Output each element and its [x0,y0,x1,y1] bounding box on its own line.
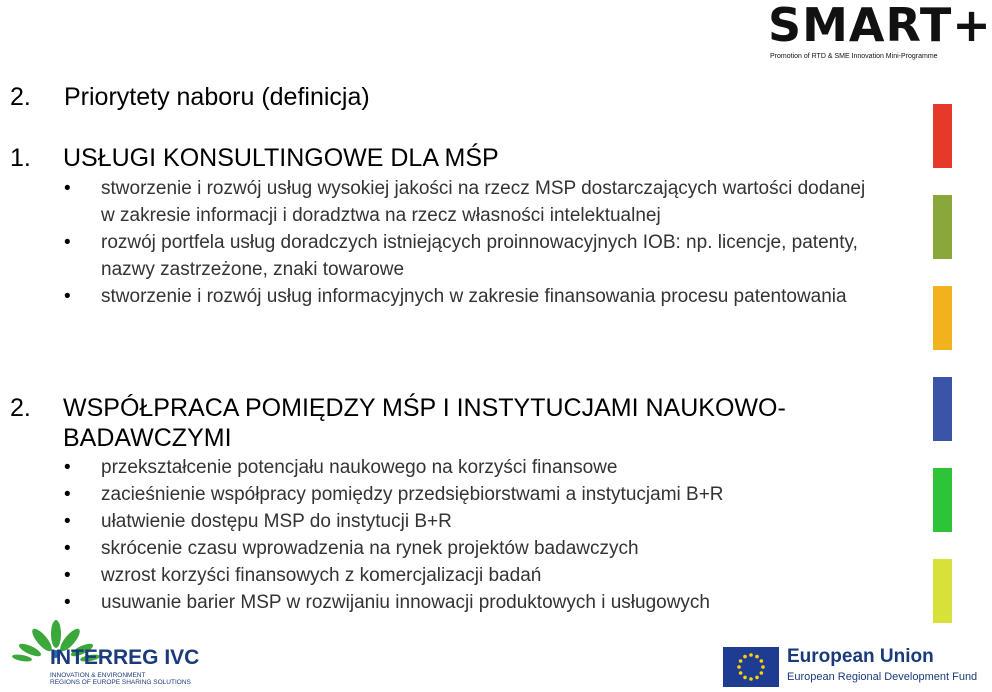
list-item-text: zacieśnienie współpracy pomiędzy przedsiębiorstwami a instytucjami B+R [101,484,724,505]
bullet-icon: • [64,178,71,199]
bullet-icon: • [64,484,71,505]
section-1-number: 1. [10,144,31,172]
side-bar [933,104,952,168]
eu-subtitle: European Regional Development Fund [787,671,978,683]
bullet-icon: • [64,232,71,253]
eu-star-icon [755,655,759,659]
list-item-text: stworzenie i rozwój usług wysokiej jakości na rzecz MSP dostarczających wartości dodanej w zakresie informacji i doradztwa na rzecz własności intelektualnej [101,178,866,226]
eu-flag-icon [723,647,779,687]
interreg-subtitle-line-2: REGIONS OF EUROPE SHARING SOLUTIONS [50,679,191,686]
eu-star-icon [755,676,759,680]
eu-star-icon [760,659,764,663]
list-item-text: ułatwienie dostępu MSP do instytucji B+R [101,511,452,532]
eu-star-icon [739,671,743,675]
list-item-text: skrócenie czasu wprowadzenia na rynek projektów badawczych [101,538,639,559]
eu-star-icon [749,677,753,681]
section-1-title: USŁUGI KONSULTINGOWE DLA MŚP [63,144,499,172]
smart-plus-logo [766,0,992,64]
list-item-text: wzrost korzyści finansowych z komercjalizacji badań [101,565,542,586]
bullet-icon: • [64,592,71,613]
eu-star-icon [737,665,741,669]
side-bar [933,286,952,350]
list-item [0,283,960,310]
section-2-title-line-2: BADAWCZYMI [63,424,232,452]
list-item-text: usuwanie barier MSP w rozwijaniu innowacji produktowych i usługowych [101,592,710,613]
european-union-logo [723,645,978,689]
bullet-icon: • [64,565,71,586]
smart-plus-tagline: Promotion of RTD & SME Innovation Mini-Programme [770,53,938,60]
eu-name: European Union [787,646,934,667]
list-item [0,175,960,229]
interreg-subtitle [50,672,191,686]
list-item [0,508,814,535]
list-item-text: przekształcenie potencjału naukowego na korzyści finansowe [101,457,618,478]
eu-star-icon [761,665,765,669]
bullet-icon: • [64,457,71,478]
list-item [0,535,814,562]
smart-plus-wordmark: SMART+ [768,0,992,52]
interreg-logo [8,612,238,690]
list-item-text: stworzenie i rozwój usług informacyjnych w zakresie finansowania procesu patentowania [101,286,847,307]
list-item [0,562,814,589]
slide-title [10,80,370,114]
slide-title-text: Priorytety naboru (definicja) [64,83,370,111]
eu-star-icon [739,659,743,663]
eu-star-icon [743,676,747,680]
side-bar [933,377,952,441]
section-2-bullet-list [0,454,814,616]
list-item [0,454,814,481]
interreg-subtitle-line-1: INNOVATION & ENVIRONMENT [50,672,146,679]
side-bar [933,468,952,532]
side-bar [933,559,952,623]
decorative-side-bars [933,104,952,650]
eu-star-icon [749,653,753,657]
list-item [0,481,814,508]
section-2-number: 2. [10,394,31,422]
slide-title-number: 2. [10,83,31,111]
bullet-icon: • [64,286,71,307]
bullet-icon: • [64,538,71,559]
interreg-name: INTERREG IVC [50,646,200,669]
eu-star-icon [743,655,747,659]
list-item [0,229,960,283]
eu-star-icon [760,671,764,675]
section-2-title-line-1: WSPÓŁPRACA POMIĘDZY MŚP I INSTYTUCJAMI NAUKOWO- [63,394,786,422]
bullet-icon: • [64,511,71,532]
side-bar [933,195,952,259]
list-item-text: rozwój portfela usług doradczych istniejących proinnowacyjnych IOB: np. licencje, patenty, nazwy zastrzeżone, znaki towarowe [101,232,858,280]
section-1-bullet-list [0,175,960,310]
